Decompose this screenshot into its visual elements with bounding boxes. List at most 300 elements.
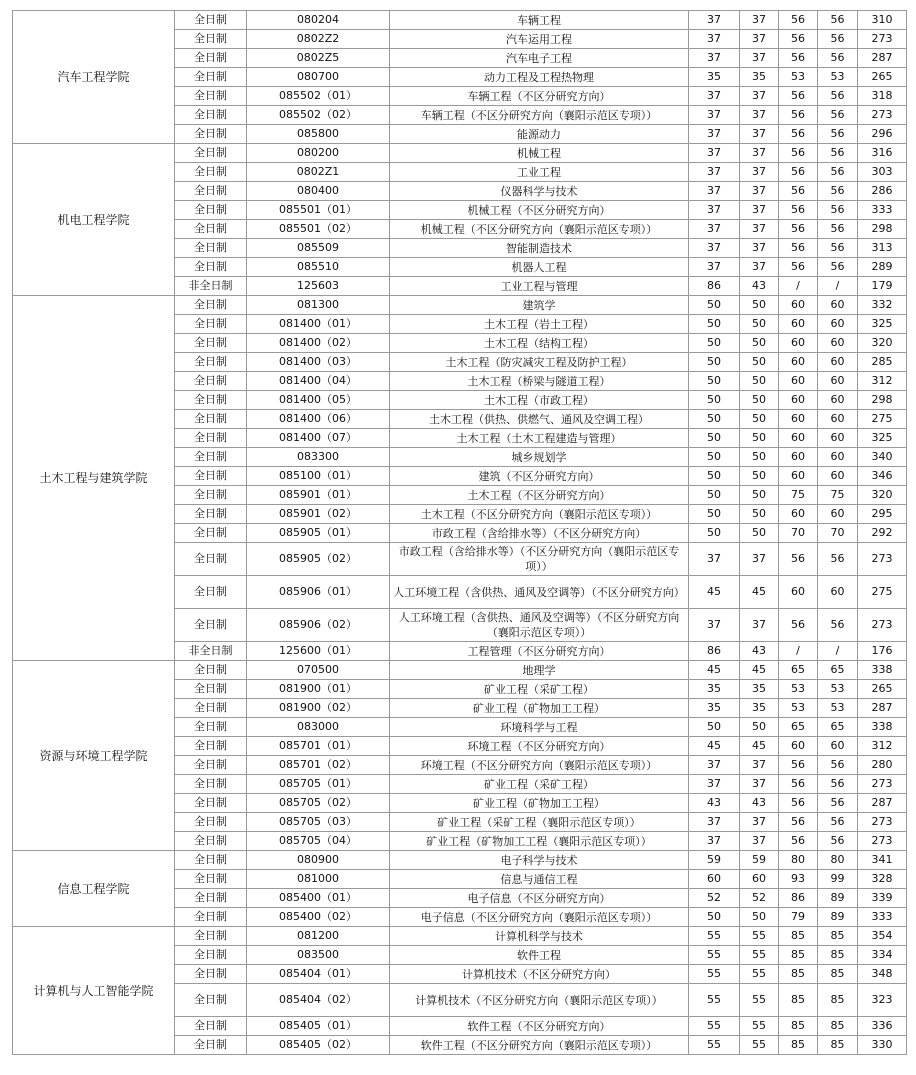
course2-score-cell: / [818,642,858,661]
politics-score-cell: 37 [689,813,740,832]
study-mode-cell: 全日制 [175,946,247,965]
study-mode-cell: 全日制 [175,543,247,576]
major-code-cell: 080900 [247,851,390,870]
foreign-language-score-cell: 55 [740,965,779,984]
major-code-cell: 085405（01） [247,1017,390,1036]
foreign-language-score-cell: 50 [740,505,779,524]
course1-score-cell: 60 [779,315,818,334]
course2-score-cell: 56 [818,775,858,794]
study-mode-cell: 全日制 [175,737,247,756]
course1-score-cell: 56 [779,49,818,68]
major-code-cell: 085501（02） [247,220,390,239]
foreign-language-score-cell: 37 [740,239,779,258]
major-code-cell: 070500 [247,661,390,680]
course2-score-cell: 56 [818,144,858,163]
study-mode-cell: 全日制 [175,1017,247,1036]
total-score-cell: 275 [858,410,907,429]
politics-score-cell: 37 [689,49,740,68]
study-mode-cell: 全日制 [175,927,247,946]
major-name-cell: 电子信息（不区分研究方向（襄阳示范区专项）） [390,908,689,927]
course1-score-cell: 60 [779,372,818,391]
major-name-cell: 土木工程（市政工程） [390,391,689,410]
total-score-cell: 312 [858,737,907,756]
study-mode-cell: 全日制 [175,467,247,486]
course2-score-cell: 60 [818,296,858,315]
politics-score-cell: 37 [689,87,740,106]
total-score-cell: 313 [858,239,907,258]
course2-score-cell: 85 [818,1017,858,1036]
course1-score-cell: 60 [779,737,818,756]
major-code-cell: 085405（02） [247,1036,390,1055]
total-score-cell: 275 [858,576,907,609]
major-name-cell: 环境工程（不区分研究方向（襄阳示范区专项）） [390,756,689,775]
study-mode-cell: 全日制 [175,1036,247,1055]
major-code-cell: 081200 [247,927,390,946]
major-code-cell: 085905（02） [247,543,390,576]
politics-score-cell: 50 [689,334,740,353]
course1-score-cell: 53 [779,680,818,699]
course1-score-cell: 53 [779,68,818,87]
course2-score-cell: 56 [818,106,858,125]
politics-score-cell: 37 [689,106,740,125]
major-name-cell: 电子信息（不区分研究方向） [390,889,689,908]
total-score-cell: 328 [858,870,907,889]
major-code-cell: 081000 [247,870,390,889]
politics-score-cell: 50 [689,448,740,467]
study-mode-cell: 全日制 [175,851,247,870]
foreign-language-score-cell: 37 [740,813,779,832]
study-mode-cell: 全日制 [175,68,247,87]
total-score-cell: 325 [858,315,907,334]
foreign-language-score-cell: 50 [740,353,779,372]
course1-score-cell: 85 [779,1017,818,1036]
course2-score-cell: 53 [818,699,858,718]
foreign-language-score-cell: 60 [740,870,779,889]
foreign-language-score-cell: 37 [740,163,779,182]
course2-score-cell: 85 [818,946,858,965]
study-mode-cell: 全日制 [175,30,247,49]
foreign-language-score-cell: 50 [740,334,779,353]
politics-score-cell: 45 [689,576,740,609]
major-name-cell: 动力工程及工程热物理 [390,68,689,87]
foreign-language-score-cell: 45 [740,661,779,680]
study-mode-cell: 全日制 [175,965,247,984]
course2-score-cell: 85 [818,984,858,1017]
foreign-language-score-cell: 43 [740,277,779,296]
course1-score-cell: 60 [779,353,818,372]
total-score-cell: 332 [858,296,907,315]
course1-score-cell: 56 [779,201,818,220]
foreign-language-score-cell: 37 [740,144,779,163]
course1-score-cell: 56 [779,609,818,642]
course2-score-cell: 65 [818,718,858,737]
foreign-language-score-cell: 52 [740,889,779,908]
foreign-language-score-cell: 35 [740,68,779,87]
politics-score-cell: 37 [689,775,740,794]
course1-score-cell: 85 [779,946,818,965]
major-name-cell: 电子科学与技术 [390,851,689,870]
foreign-language-score-cell: 37 [740,182,779,201]
study-mode-cell: 全日制 [175,49,247,68]
course1-score-cell: 53 [779,699,818,718]
course1-score-cell: 85 [779,1036,818,1055]
politics-score-cell: 50 [689,718,740,737]
course2-score-cell: 60 [818,315,858,334]
major-name-cell: 土木工程（不区分研究方向（襄阳示范区专项）） [390,505,689,524]
course1-score-cell: 70 [779,524,818,543]
course2-score-cell: 56 [818,794,858,813]
politics-score-cell: 37 [689,125,740,144]
major-name-cell: 土木工程（不区分研究方向） [390,486,689,505]
major-name-cell: 城乡规划学 [390,448,689,467]
major-name-cell: 建筑学 [390,296,689,315]
course1-score-cell: 60 [779,410,818,429]
politics-score-cell: 86 [689,277,740,296]
course1-score-cell: 79 [779,908,818,927]
foreign-language-score-cell: 59 [740,851,779,870]
foreign-language-score-cell: 37 [740,87,779,106]
major-code-cell: 081300 [247,296,390,315]
politics-score-cell: 50 [689,391,740,410]
total-score-cell: 334 [858,946,907,965]
politics-score-cell: 50 [689,467,740,486]
major-name-cell: 市政工程（含给排水等）（不区分研究方向） [390,524,689,543]
total-score-cell: 340 [858,448,907,467]
major-name-cell: 地理学 [390,661,689,680]
foreign-language-score-cell: 37 [740,49,779,68]
politics-score-cell: 37 [689,220,740,239]
total-score-cell: 295 [858,505,907,524]
course1-score-cell: 56 [779,239,818,258]
study-mode-cell: 全日制 [175,163,247,182]
major-code-cell: 083300 [247,448,390,467]
study-mode-cell: 非全日制 [175,277,247,296]
course1-score-cell: 56 [779,11,818,30]
college-cell: 汽车工程学院 [13,11,175,144]
foreign-language-score-cell: 37 [740,30,779,49]
study-mode-cell: 全日制 [175,889,247,908]
total-score-cell: 287 [858,794,907,813]
foreign-language-score-cell: 50 [740,429,779,448]
major-name-cell: 汽车电子工程 [390,49,689,68]
total-score-cell: 176 [858,642,907,661]
course2-score-cell: 85 [818,965,858,984]
total-score-cell: 338 [858,661,907,680]
study-mode-cell: 全日制 [175,258,247,277]
college-cell: 信息工程学院 [13,851,175,927]
total-score-cell: 285 [858,353,907,372]
study-mode-cell: 全日制 [175,870,247,889]
study-mode-cell: 全日制 [175,718,247,737]
course2-score-cell: 70 [818,524,858,543]
politics-score-cell: 45 [689,661,740,680]
major-code-cell: 085400（01） [247,889,390,908]
table-row [13,927,907,946]
foreign-language-score-cell: 45 [740,737,779,756]
foreign-language-score-cell: 50 [740,391,779,410]
total-score-cell: 310 [858,11,907,30]
course2-score-cell: 99 [818,870,858,889]
course1-score-cell: 65 [779,718,818,737]
politics-score-cell: 37 [689,30,740,49]
course1-score-cell: 65 [779,661,818,680]
major-code-cell: 080204 [247,11,390,30]
politics-score-cell: 45 [689,737,740,756]
major-code-cell: 085400（02） [247,908,390,927]
major-name-cell: 汽车运用工程 [390,30,689,49]
politics-score-cell: 59 [689,851,740,870]
total-score-cell: 336 [858,1017,907,1036]
major-code-cell: 080400 [247,182,390,201]
major-code-cell: 080200 [247,144,390,163]
major-code-cell: 081400（07） [247,429,390,448]
foreign-language-score-cell: 37 [740,832,779,851]
major-code-cell: 085906（01） [247,576,390,609]
total-score-cell: 341 [858,851,907,870]
foreign-language-score-cell: 37 [740,220,779,239]
college-cell: 计算机与人工智能学院 [13,927,175,1055]
politics-score-cell: 50 [689,315,740,334]
course2-score-cell: 56 [818,49,858,68]
foreign-language-score-cell: 55 [740,1017,779,1036]
foreign-language-score-cell: 50 [740,296,779,315]
course1-score-cell: 60 [779,505,818,524]
total-score-cell: 298 [858,220,907,239]
major-name-cell: 工业工程与管理 [390,277,689,296]
major-code-cell: 085404（01） [247,965,390,984]
foreign-language-score-cell: 50 [740,908,779,927]
major-code-cell: 085701（02） [247,756,390,775]
major-code-cell: 080700 [247,68,390,87]
total-score-cell: 348 [858,965,907,984]
foreign-language-score-cell: 37 [740,201,779,220]
course2-score-cell: 56 [818,182,858,201]
course1-score-cell: 56 [779,125,818,144]
major-code-cell: 083000 [247,718,390,737]
major-name-cell: 软件工程（不区分研究方向） [390,1017,689,1036]
table-row [13,296,907,315]
total-score-cell: 292 [858,524,907,543]
study-mode-cell: 全日制 [175,201,247,220]
course1-score-cell: 86 [779,889,818,908]
foreign-language-score-cell: 43 [740,642,779,661]
major-code-cell: 085705（04） [247,832,390,851]
study-mode-cell: 全日制 [175,372,247,391]
foreign-language-score-cell: 50 [740,410,779,429]
major-name-cell: 土木工程（岩土工程） [390,315,689,334]
major-name-cell: 人工环境工程（含供热、通风及空调等）（不区分研究方向（襄阳示范区专项）） [390,609,689,642]
major-name-cell: 环境科学与工程 [390,718,689,737]
course2-score-cell: 60 [818,391,858,410]
course2-score-cell: 60 [818,467,858,486]
study-mode-cell: 全日制 [175,410,247,429]
course1-score-cell: 80 [779,851,818,870]
major-code-cell: 081400（01） [247,315,390,334]
college-cell: 土木工程与建筑学院 [13,296,175,661]
major-code-cell: 081900（02） [247,699,390,718]
course1-score-cell: 56 [779,144,818,163]
foreign-language-score-cell: 55 [740,946,779,965]
major-name-cell: 车辆工程（不区分研究方向） [390,87,689,106]
major-name-cell: 土木工程（防灾减灾工程及防护工程） [390,353,689,372]
study-mode-cell: 全日制 [175,486,247,505]
politics-score-cell: 52 [689,889,740,908]
course2-score-cell: 65 [818,661,858,680]
table-row [13,11,907,30]
major-code-cell: 085502（02） [247,106,390,125]
major-code-cell: 081400（03） [247,353,390,372]
foreign-language-score-cell: 50 [740,372,779,391]
course2-score-cell: 85 [818,927,858,946]
politics-score-cell: 50 [689,429,740,448]
study-mode-cell: 全日制 [175,87,247,106]
study-mode-cell: 全日制 [175,182,247,201]
major-code-cell: 085705（02） [247,794,390,813]
major-code-cell: 0802Z5 [247,49,390,68]
course1-score-cell: / [779,277,818,296]
course2-score-cell: 60 [818,505,858,524]
major-name-cell: 土木工程（结构工程） [390,334,689,353]
study-mode-cell: 非全日制 [175,642,247,661]
total-score-cell: 320 [858,334,907,353]
major-name-cell: 矿业工程（矿物加工工程） [390,699,689,718]
course2-score-cell: 53 [818,680,858,699]
major-name-cell: 工业工程 [390,163,689,182]
politics-score-cell: 50 [689,372,740,391]
study-mode-cell: 全日制 [175,505,247,524]
major-code-cell: 085901（02） [247,505,390,524]
total-score-cell: 298 [858,391,907,410]
politics-score-cell: 55 [689,1036,740,1055]
foreign-language-score-cell: 37 [740,258,779,277]
major-name-cell: 土木工程（桥梁与隧道工程） [390,372,689,391]
major-code-cell: 0802Z2 [247,30,390,49]
foreign-language-score-cell: 35 [740,680,779,699]
total-score-cell: 273 [858,30,907,49]
major-name-cell: 计算机技术（不区分研究方向（襄阳示范区专项）） [390,984,689,1017]
total-score-cell: 346 [858,467,907,486]
politics-score-cell: 37 [689,201,740,220]
course1-score-cell: 85 [779,984,818,1017]
course1-score-cell: 56 [779,543,818,576]
study-mode-cell: 全日制 [175,429,247,448]
major-name-cell: 土木工程（供热、供燃气、通风及空调工程） [390,410,689,429]
major-code-cell: 0802Z1 [247,163,390,182]
major-name-cell: 软件工程（不区分研究方向（襄阳示范区专项）） [390,1036,689,1055]
course2-score-cell: 56 [818,30,858,49]
course1-score-cell: 56 [779,832,818,851]
major-code-cell: 085901（01） [247,486,390,505]
major-name-cell: 信息与通信工程 [390,870,689,889]
foreign-language-score-cell: 55 [740,927,779,946]
course2-score-cell: 60 [818,353,858,372]
study-mode-cell: 全日制 [175,609,247,642]
politics-score-cell: 37 [689,163,740,182]
total-score-cell: 333 [858,908,907,927]
total-score-cell: 265 [858,680,907,699]
foreign-language-score-cell: 43 [740,794,779,813]
course2-score-cell: 60 [818,429,858,448]
foreign-language-score-cell: 50 [740,448,779,467]
course2-score-cell: 53 [818,68,858,87]
study-mode-cell: 全日制 [175,296,247,315]
course1-score-cell: 75 [779,486,818,505]
study-mode-cell: 全日制 [175,680,247,699]
total-score-cell: 312 [858,372,907,391]
study-mode-cell: 全日制 [175,908,247,927]
foreign-language-score-cell: 37 [740,609,779,642]
politics-score-cell: 86 [689,642,740,661]
study-mode-cell: 全日制 [175,11,247,30]
course1-score-cell: 60 [779,429,818,448]
total-score-cell: 179 [858,277,907,296]
total-score-cell: 273 [858,775,907,794]
total-score-cell: 318 [858,87,907,106]
course1-score-cell: 56 [779,794,818,813]
study-mode-cell: 全日制 [175,576,247,609]
study-mode-cell: 全日制 [175,813,247,832]
course2-score-cell: 56 [818,813,858,832]
politics-score-cell: 50 [689,410,740,429]
total-score-cell: 330 [858,1036,907,1055]
course1-score-cell: 85 [779,927,818,946]
course1-score-cell: 60 [779,334,818,353]
course2-score-cell: 60 [818,334,858,353]
course2-score-cell: 56 [818,543,858,576]
total-score-cell: 289 [858,258,907,277]
total-score-cell: 280 [858,756,907,775]
foreign-language-score-cell: 37 [740,775,779,794]
total-score-cell: 265 [858,68,907,87]
course2-score-cell: 60 [818,448,858,467]
major-name-cell: 软件工程 [390,946,689,965]
major-code-cell: 085510 [247,258,390,277]
course2-score-cell: 89 [818,889,858,908]
foreign-language-score-cell: 50 [740,524,779,543]
major-code-cell: 085906（02） [247,609,390,642]
course2-score-cell: 56 [818,163,858,182]
course1-score-cell: 56 [779,163,818,182]
major-name-cell: 人工环境工程（含供热、通风及空调等）（不区分研究方向） [390,576,689,609]
major-name-cell: 建筑（不区分研究方向） [390,467,689,486]
course1-score-cell: 56 [779,182,818,201]
major-name-cell: 机械工程（不区分研究方向（襄阳示范区专项）） [390,220,689,239]
politics-score-cell: 37 [689,239,740,258]
course1-score-cell: 60 [779,391,818,410]
course2-score-cell: 85 [818,1036,858,1055]
politics-score-cell: 55 [689,984,740,1017]
politics-score-cell: 37 [689,543,740,576]
course2-score-cell: 60 [818,410,858,429]
major-code-cell: 081400（05） [247,391,390,410]
politics-score-cell: 55 [689,1017,740,1036]
foreign-language-score-cell: 55 [740,1036,779,1055]
study-mode-cell: 全日制 [175,756,247,775]
course2-score-cell: 60 [818,576,858,609]
study-mode-cell: 全日制 [175,794,247,813]
course1-score-cell: 85 [779,965,818,984]
course2-score-cell: 56 [818,87,858,106]
table-row [13,851,907,870]
major-code-cell: 081400（04） [247,372,390,391]
course2-score-cell: 56 [818,125,858,144]
total-score-cell: 316 [858,144,907,163]
politics-score-cell: 50 [689,524,740,543]
politics-score-cell: 50 [689,353,740,372]
major-code-cell: 085100（01） [247,467,390,486]
politics-score-cell: 55 [689,965,740,984]
course2-score-cell: 56 [818,239,858,258]
